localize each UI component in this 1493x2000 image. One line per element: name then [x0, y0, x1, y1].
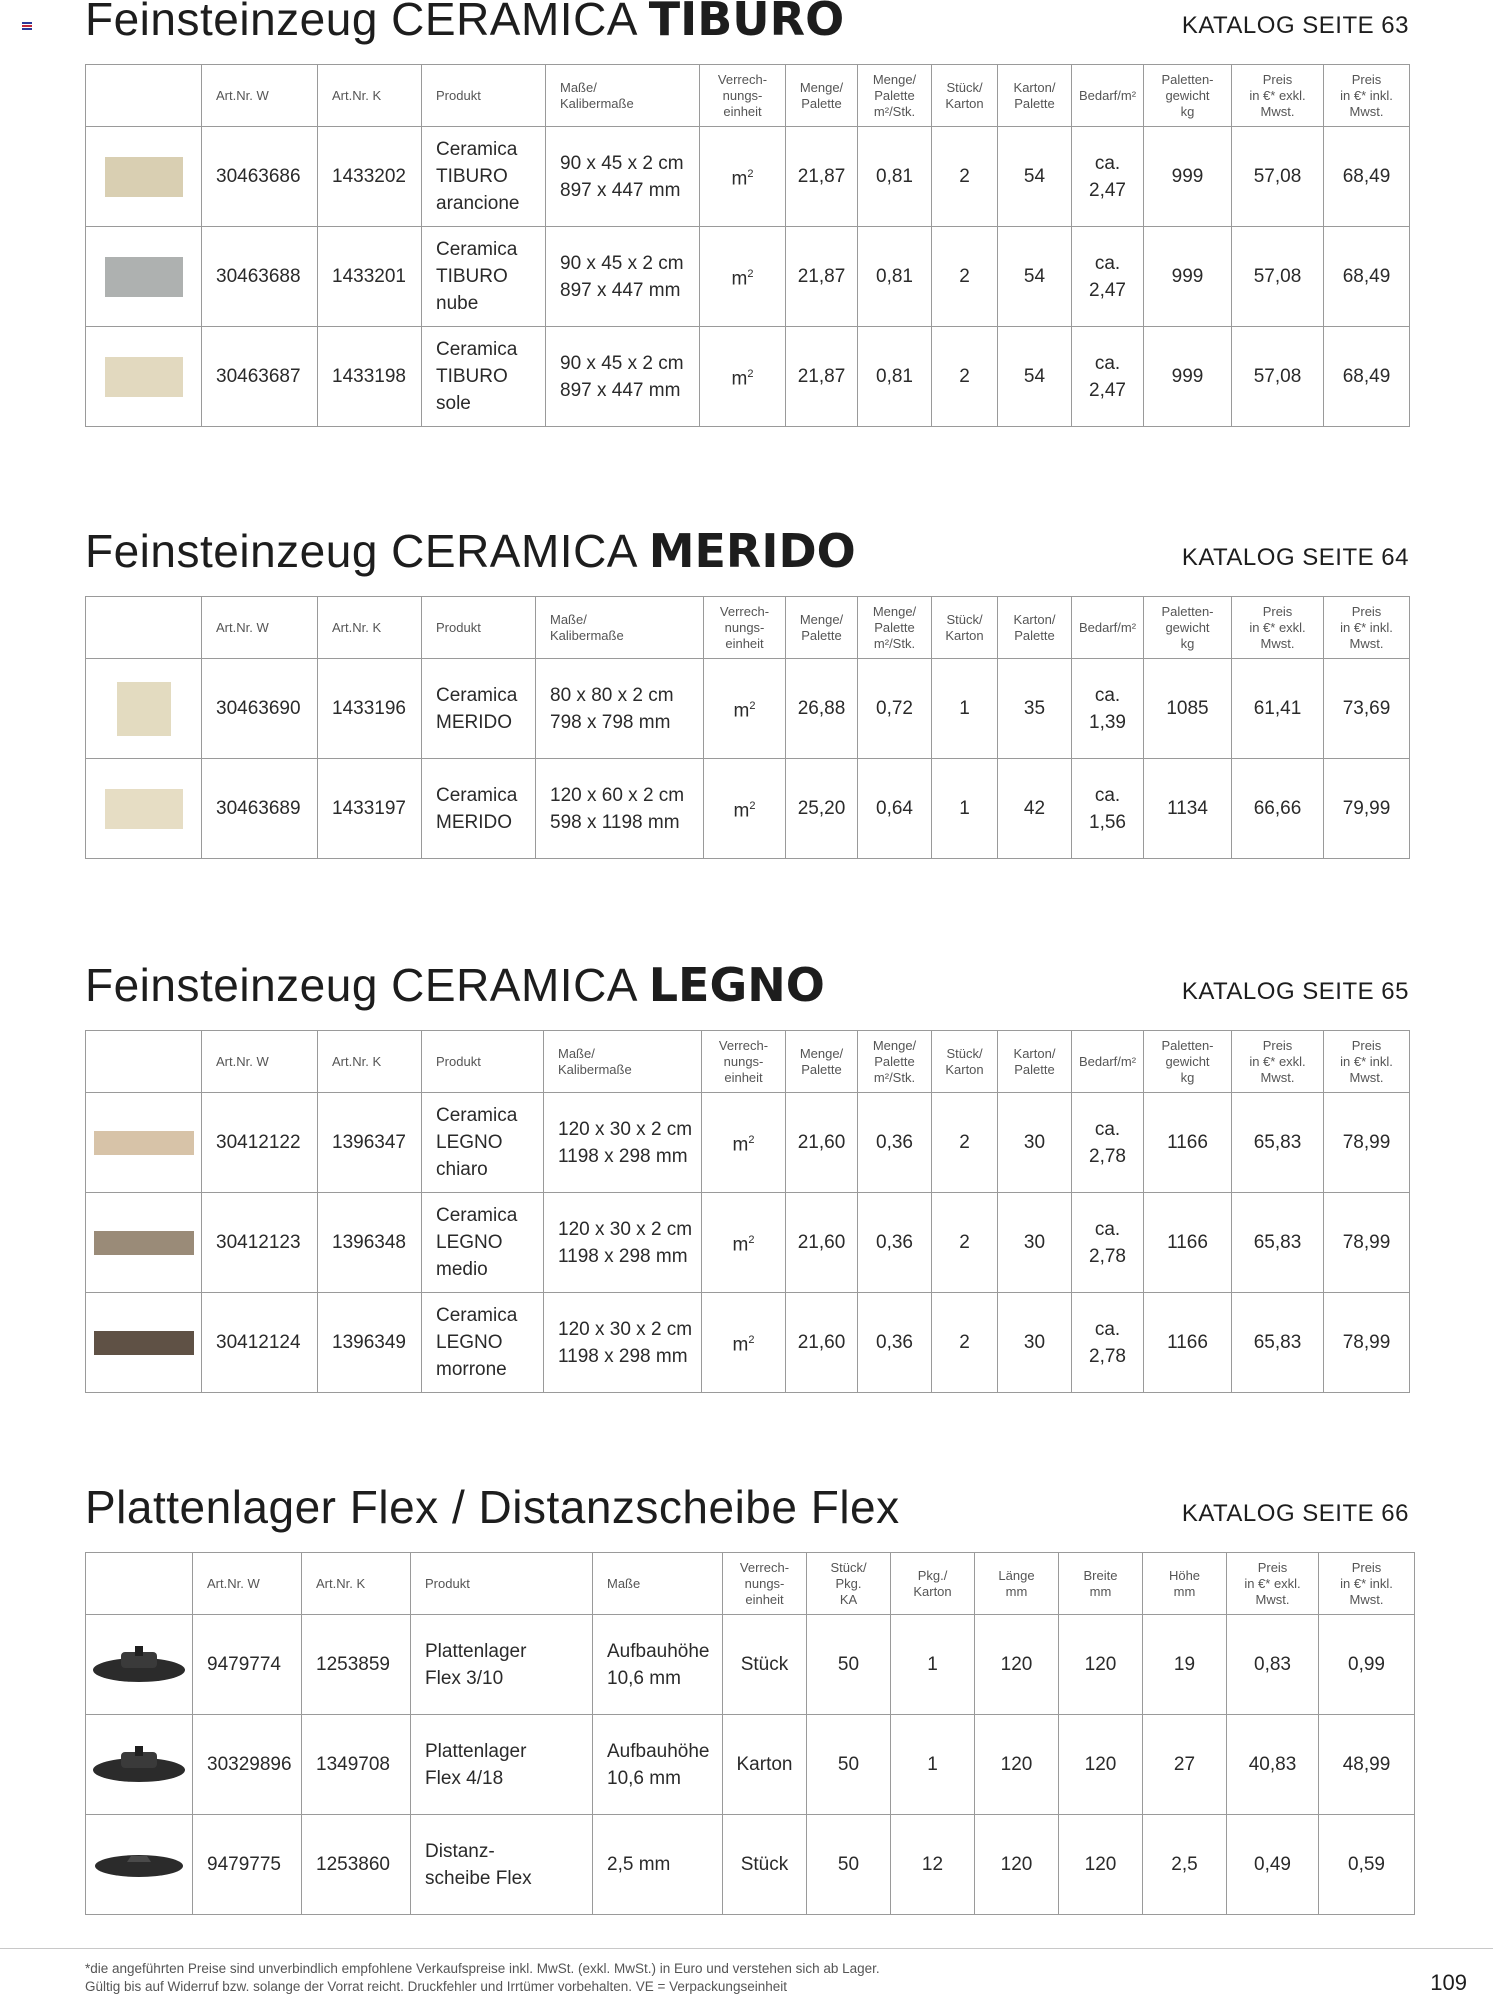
cell-karton-palette: 30 [998, 1093, 1072, 1193]
cell-art-k: 1433197 [318, 759, 422, 859]
column-header: Stück/ Karton [932, 65, 998, 127]
cell-pkg-karton: 1 [891, 1715, 975, 1815]
cell-preis-inkl: 78,99 [1324, 1093, 1410, 1193]
cell-preis-inkl: 68,49 [1324, 127, 1410, 227]
cell-breite: 120 [1059, 1815, 1143, 1915]
cell-produkt: Ceramica TIBURO sole [422, 327, 546, 427]
cell-einheit: Karton [723, 1715, 807, 1815]
column-header: Art.Nr. W [202, 65, 318, 127]
column-header: Art.Nr. K [318, 1031, 422, 1093]
cell-bedarf: ca. 2,78 [1072, 1293, 1144, 1393]
column-header: Menge/ Palette m²/Stk. [858, 1031, 932, 1093]
cell-preis-inkl: 48,99 [1319, 1715, 1415, 1815]
cell-menge-m2: 0,36 [858, 1093, 932, 1193]
table-row[interactable] [86, 227, 1410, 327]
cell-hoehe: 19 [1143, 1615, 1227, 1715]
column-header [86, 65, 202, 127]
cell-preis-exkl: 57,08 [1232, 127, 1324, 227]
section-title: Plattenlager Flex / Distanzscheibe Flex [85, 1481, 900, 1533]
menu-icon[interactable] [22, 22, 32, 30]
cell-produkt: Ceramica MERIDO [422, 659, 536, 759]
cell-menge-m2: 0,81 [858, 127, 932, 227]
cell-einheit: $m^2$ [702, 1293, 786, 1393]
cell-laenge: 120 [975, 1815, 1059, 1915]
cell-menge-m2: 0,36 [858, 1293, 932, 1393]
cell-einheit: $m^2$ [702, 1193, 786, 1293]
column-header: Verrech- nungs- einheit [700, 65, 786, 127]
tile-swatch-tiburo-nube[interactable] [105, 257, 183, 297]
cell-einheit: $m^2$ [704, 759, 786, 859]
column-header: Maße/ Kalibermaße [536, 597, 704, 659]
cell-stueck-karton: 2 [932, 127, 998, 227]
cell-menge-m2: 0,64 [858, 759, 932, 859]
column-header: Preis in €* inkl. Mwst. [1324, 65, 1410, 127]
cell-preis-exkl: 65,83 [1232, 1293, 1324, 1393]
cell-menge-palette: 25,20 [786, 759, 858, 859]
column-header: Menge/ Palette [786, 1031, 858, 1093]
column-header: Karton/ Palette [998, 65, 1072, 127]
column-header: Produkt [411, 1553, 593, 1615]
table-row[interactable] [86, 1615, 1415, 1715]
cell-preis-exkl: 65,83 [1232, 1193, 1324, 1293]
column-header: Verrech- nungs- einheit [723, 1553, 807, 1615]
cell-menge-palette: 21,60 [786, 1293, 858, 1393]
table-row[interactable] [86, 1093, 1410, 1193]
tile-swatch-legno-chiaro[interactable] [94, 1131, 194, 1155]
cell-preis-inkl: 0,59 [1319, 1815, 1415, 1915]
column-header: Bedarf/m² [1072, 597, 1144, 659]
flex-product-table [85, 1552, 1415, 1915]
column-header: Stück/ Karton [932, 597, 998, 659]
cell-masse: 120 x 30 x 2 cm 1198 x 298 mm [544, 1293, 702, 1393]
cell-art-k: 1253859 [302, 1615, 411, 1715]
column-header: Preis in €* exkl. Mwst. [1232, 65, 1324, 127]
column-header: Menge/ Palette [786, 65, 858, 127]
cell-preis-inkl: 73,69 [1324, 659, 1410, 759]
cell-preis-inkl: 78,99 [1324, 1193, 1410, 1293]
column-header: Preis in €* exkl. Mwst. [1227, 1553, 1319, 1615]
tile-swatch-tiburo-sole[interactable] [105, 357, 183, 397]
column-header: Maße/ Kalibermaße [544, 1031, 702, 1093]
cell-art-k: 1396349 [318, 1293, 422, 1393]
cell-gewicht: 999 [1144, 227, 1232, 327]
cell-stueck-karton: 2 [932, 227, 998, 327]
cell-preis-inkl: 78,99 [1324, 1293, 1410, 1393]
cell-produkt: Plattenlager Flex 3/10 [411, 1615, 593, 1715]
column-header: Menge/ Palette [786, 597, 858, 659]
cell-masse: 90 x 45 x 2 cm 897 x 447 mm [546, 327, 700, 427]
cell-masse: 120 x 60 x 2 cm 598 x 1198 mm [536, 759, 704, 859]
tile-swatch-legno-medio[interactable] [94, 1231, 194, 1255]
cell-menge-palette: 21,60 [786, 1093, 858, 1193]
cell-menge-m2: 0,81 [858, 227, 932, 327]
cell-art-w: 30412124 [202, 1293, 318, 1393]
cell-masse: Aufbauhöhe 10,6 mm [593, 1715, 723, 1815]
column-header: Produkt [422, 65, 546, 127]
column-header: Bedarf/m² [1072, 1031, 1144, 1093]
cell-karton-palette: 30 [998, 1193, 1072, 1293]
cell-stueck-karton: 2 [932, 1293, 998, 1393]
cell-stueck-karton: 2 [932, 1193, 998, 1293]
column-header [86, 1031, 202, 1093]
cell-hoehe: 2,5 [1143, 1815, 1227, 1915]
cell-art-k: 1433196 [318, 659, 422, 759]
cell-menge-palette: 21,60 [786, 1193, 858, 1293]
cell-einheit: $m^2$ [700, 327, 786, 427]
cell-art-w: 30463686 [202, 127, 318, 227]
column-header: Länge mm [975, 1553, 1059, 1615]
section-tiburo [85, 0, 1409, 430]
section-merido [85, 524, 1409, 864]
cell-breite: 120 [1059, 1615, 1143, 1715]
cell-art-k: 1349708 [302, 1715, 411, 1815]
cell-stueck-karton: 1 [932, 659, 998, 759]
cell-gewicht: 999 [1144, 327, 1232, 427]
column-header: Verrech- nungs- einheit [704, 597, 786, 659]
cell-einheit: Stück [723, 1615, 807, 1715]
cell-art-w: 9479774 [193, 1615, 302, 1715]
cell-art-w: 30412122 [202, 1093, 318, 1193]
column-header: Paletten- gewicht kg [1144, 65, 1232, 127]
cell-breite: 120 [1059, 1715, 1143, 1815]
cell-bedarf: ca. 1,56 [1072, 759, 1144, 859]
cell-masse: 90 x 45 x 2 cm 897 x 447 mm [546, 227, 700, 327]
tile-swatch-legno-morrone[interactable] [94, 1331, 194, 1355]
cell-masse: 2,5 mm [593, 1815, 723, 1915]
column-header: Breite mm [1059, 1553, 1143, 1615]
cell-bedarf: ca. 2,47 [1072, 227, 1144, 327]
cell-bedarf: ca. 2,78 [1072, 1093, 1144, 1193]
cell-karton-palette: 54 [998, 327, 1072, 427]
cell-karton-palette: 42 [998, 759, 1072, 859]
cell-preis-exkl: 65,83 [1232, 1093, 1324, 1193]
cell-bedarf: ca. 2,78 [1072, 1193, 1144, 1293]
cell-masse: 120 x 30 x 2 cm 1198 x 298 mm [544, 1193, 702, 1293]
cell-gewicht: 1166 [1144, 1193, 1232, 1293]
cell-produkt: Distanz- scheibe Flex [411, 1815, 593, 1915]
column-header: Maße/ Kalibermaße [546, 65, 700, 127]
cell-bedarf: ca. 2,47 [1072, 127, 1144, 227]
spacer-disc-icon[interactable] [91, 1840, 187, 1890]
cell-preis-inkl: 68,49 [1324, 327, 1410, 427]
cell-menge-palette: 21,87 [786, 327, 858, 427]
table-row[interactable] [86, 1193, 1410, 1293]
katalog-page-ref[interactable]: KATALOG SEITE 64 [1181, 544, 1409, 571]
cell-art-w: 9479775 [193, 1815, 302, 1915]
column-header: Produkt [422, 597, 536, 659]
cell-produkt: Ceramica TIBURO nube [422, 227, 546, 327]
page-number: 109 [1430, 1970, 1467, 1995]
column-header: Pkg./ Karton [891, 1553, 975, 1615]
cell-art-k: 1253860 [302, 1815, 411, 1915]
section-title: Feinsteinzeug CERAMICA TIBURO [85, 0, 845, 46]
footer-divider [0, 1948, 1493, 1949]
cell-menge-palette: 26,88 [786, 659, 858, 759]
pedestal-icon[interactable] [91, 1740, 187, 1790]
column-header: Paletten- gewicht kg [1144, 597, 1232, 659]
cell-stueck-pkg: 50 [807, 1615, 891, 1715]
cell-masse: 120 x 30 x 2 cm 1198 x 298 mm [544, 1093, 702, 1193]
cell-bedarf: ca. 1,39 [1072, 659, 1144, 759]
table-row[interactable] [86, 659, 1410, 759]
cell-art-w: 30463687 [202, 327, 318, 427]
cell-produkt: Ceramica LEGNO medio [422, 1193, 544, 1293]
section-legno [85, 958, 1409, 1394]
cell-preis-inkl: 68,49 [1324, 227, 1410, 327]
column-header: Art.Nr. K [318, 597, 422, 659]
column-header: Stück/ Karton [932, 1031, 998, 1093]
column-header: Art.Nr. W [193, 1553, 302, 1615]
cell-stueck-pkg: 50 [807, 1815, 891, 1915]
product-table [85, 64, 1410, 427]
cell-art-w: 30463689 [202, 759, 318, 859]
column-header: Stück/ Pkg. KA [807, 1553, 891, 1615]
tile-swatch-tiburo-arancione[interactable] [105, 157, 183, 197]
tile-swatch-merido-120x60[interactable] [105, 789, 183, 829]
column-header: Produkt [422, 1031, 544, 1093]
column-header: Bedarf/m² [1072, 65, 1144, 127]
cell-preis-exkl: 40,83 [1227, 1715, 1319, 1815]
column-header [86, 597, 202, 659]
cell-laenge: 120 [975, 1615, 1059, 1715]
cell-bedarf: ca. 2,47 [1072, 327, 1144, 427]
cell-preis-exkl: 57,08 [1232, 327, 1324, 427]
cell-produkt: Ceramica TIBURO arancione [422, 127, 546, 227]
cell-stueck-pkg: 50 [807, 1715, 891, 1815]
cell-preis-exkl: 66,66 [1232, 759, 1324, 859]
column-header: Maße [593, 1553, 723, 1615]
cell-gewicht: 1085 [1144, 659, 1232, 759]
cell-einheit: $m^2$ [700, 127, 786, 227]
column-header: Karton/ Palette [998, 597, 1072, 659]
product-table [85, 596, 1410, 859]
cell-art-k: 1433201 [318, 227, 422, 327]
column-header: Art.Nr. K [318, 65, 422, 127]
cell-art-k: 1396347 [318, 1093, 422, 1193]
cell-einheit: Stück [723, 1815, 807, 1915]
column-header: Art.Nr. W [202, 1031, 318, 1093]
cell-preis-inkl: 0,99 [1319, 1615, 1415, 1715]
column-header [86, 1553, 193, 1615]
cell-art-w: 30463688 [202, 227, 318, 327]
column-header: Menge/ Palette m²/Stk. [858, 65, 932, 127]
cell-masse: 90 x 45 x 2 cm 897 x 447 mm [546, 127, 700, 227]
cell-hoehe: 27 [1143, 1715, 1227, 1815]
cell-karton-palette: 54 [998, 127, 1072, 227]
cell-einheit: $m^2$ [702, 1093, 786, 1193]
column-header: Preis in €* exkl. Mwst. [1232, 597, 1324, 659]
cell-stueck-karton: 1 [932, 759, 998, 859]
section-title: Feinsteinzeug CERAMICA LEGNO [85, 958, 825, 1012]
product-table [85, 1030, 1410, 1393]
cell-produkt: Plattenlager Flex 4/18 [411, 1715, 593, 1815]
cell-menge-palette: 21,87 [786, 127, 858, 227]
column-header: Menge/ Palette m²/Stk. [858, 597, 932, 659]
cell-menge-palette: 21,87 [786, 227, 858, 327]
cell-produkt: Ceramica LEGNO chiaro [422, 1093, 544, 1193]
column-header: Preis in €* exkl. Mwst. [1232, 1031, 1324, 1093]
cell-preis-inkl: 79,99 [1324, 759, 1410, 859]
cell-stueck-karton: 2 [932, 1093, 998, 1193]
cell-menge-m2: 0,81 [858, 327, 932, 427]
cell-produkt: Ceramica MERIDO [422, 759, 536, 859]
table-row[interactable] [86, 127, 1410, 227]
cell-art-k: 1433198 [318, 327, 422, 427]
cell-art-k: 1396348 [318, 1193, 422, 1293]
column-header: Preis in €* inkl. Mwst. [1324, 597, 1410, 659]
cell-menge-m2: 0,36 [858, 1193, 932, 1293]
cell-art-w: 30329896 [193, 1715, 302, 1815]
column-header: Preis in €* inkl. Mwst. [1319, 1553, 1415, 1615]
cell-masse: Aufbauhöhe 10,6 mm [593, 1615, 723, 1715]
table-row[interactable] [86, 759, 1410, 859]
cell-menge-m2: 0,72 [858, 659, 932, 759]
table-row[interactable] [86, 327, 1410, 427]
cell-art-k: 1433202 [318, 127, 422, 227]
cell-art-w: 30412123 [202, 1193, 318, 1293]
cell-stueck-karton: 2 [932, 327, 998, 427]
column-header: Art.Nr. W [202, 597, 318, 659]
cell-gewicht: 1166 [1144, 1093, 1232, 1193]
footnote: *die angeführten Preise sind unverbindlich empfohlene Verkaufspreise inkl. MwSt. (exkl. MwSt.) in Euro und verstehen sich ab Lager. Gültig bis auf Widerruf bzw. solange der Vorrat reicht. Druckfehler und Irrtümer vorbehalten. VE = Verpackungseinheit [85, 1961, 880, 1994]
katalog-page-ref[interactable]: KATALOG SEITE 65 [1181, 978, 1409, 1005]
column-header: Verrech- nungs- einheit [702, 1031, 786, 1093]
section-title: Feinsteinzeug CERAMICA MERIDO [85, 524, 856, 578]
katalog-page-ref[interactable]: KATALOG SEITE 66 [1181, 1500, 1409, 1527]
cell-preis-exkl: 57,08 [1232, 227, 1324, 327]
cell-laenge: 120 [975, 1715, 1059, 1815]
cell-gewicht: 999 [1144, 127, 1232, 227]
cell-preis-exkl: 61,41 [1232, 659, 1324, 759]
cell-gewicht: 1134 [1144, 759, 1232, 859]
tile-swatch-merido-80x80[interactable] [117, 682, 171, 736]
cell-pkg-karton: 1 [891, 1615, 975, 1715]
cell-preis-exkl: 0,49 [1227, 1815, 1319, 1915]
katalog-page-ref[interactable]: KATALOG SEITE 63 [1181, 12, 1409, 39]
section-flex [85, 1480, 1409, 1920]
cell-einheit: $m^2$ [704, 659, 786, 759]
column-header: Paletten- gewicht kg [1144, 1031, 1232, 1093]
cell-pkg-karton: 12 [891, 1815, 975, 1915]
cell-art-w: 30463690 [202, 659, 318, 759]
cell-preis-exkl: 0,83 [1227, 1615, 1319, 1715]
table-row[interactable] [86, 1715, 1415, 1815]
cell-masse: 80 x 80 x 2 cm 798 x 798 mm [536, 659, 704, 759]
pedestal-icon[interactable] [91, 1640, 187, 1690]
column-header: Art.Nr. K [302, 1553, 411, 1615]
column-header: Karton/ Palette [998, 1031, 1072, 1093]
cell-karton-palette: 35 [998, 659, 1072, 759]
cell-gewicht: 1166 [1144, 1293, 1232, 1393]
cell-karton-palette: 54 [998, 227, 1072, 327]
cell-karton-palette: 30 [998, 1293, 1072, 1393]
table-row[interactable] [86, 1293, 1410, 1393]
cell-einheit: $m^2$ [700, 227, 786, 327]
column-header: Höhe mm [1143, 1553, 1227, 1615]
column-header: Preis in €* inkl. Mwst. [1324, 1031, 1410, 1093]
cell-produkt: Ceramica LEGNO morrone [422, 1293, 544, 1393]
table-row[interactable] [86, 1815, 1415, 1915]
